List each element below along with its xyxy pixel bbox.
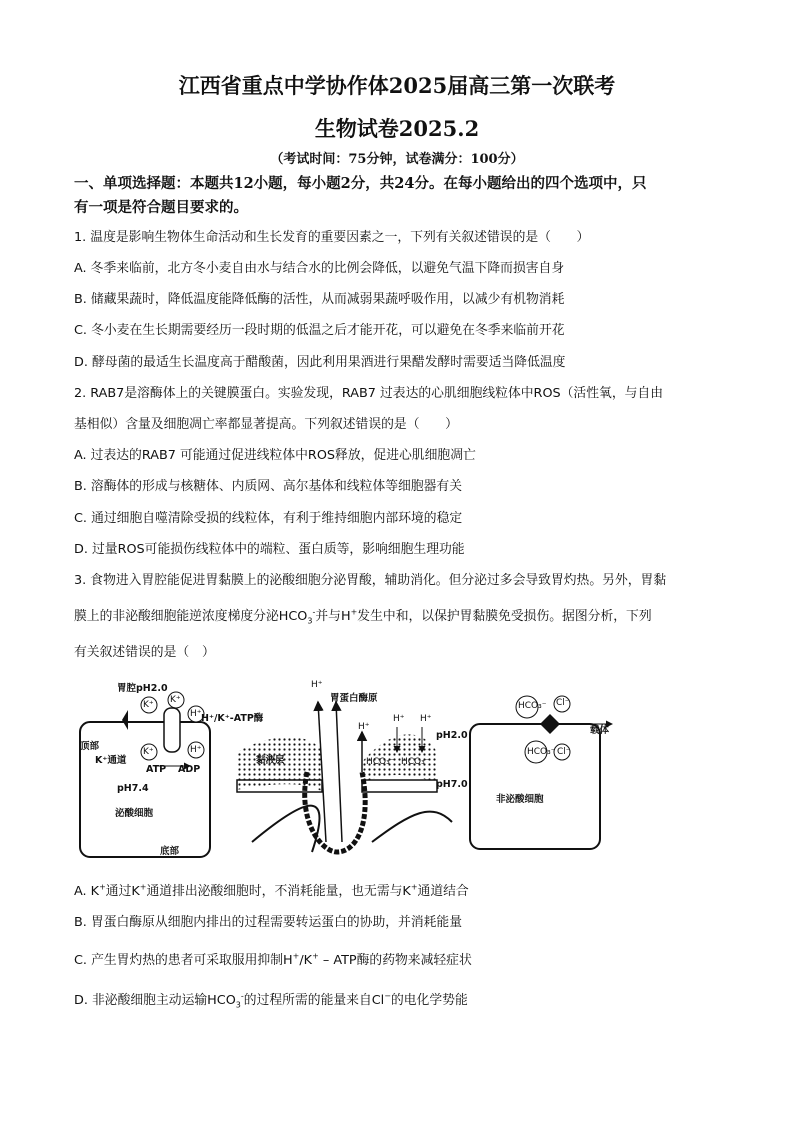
paper-subtitle: 生物试卷2025.2	[314, 116, 480, 141]
carrier-icon	[540, 714, 560, 734]
q3-a-part4: 通道结合	[417, 884, 469, 899]
q2-option-c: C. 通过细胞自噬清除受损的线粒体，有利于维持细胞内部环境的稳定	[74, 511, 463, 526]
q3-option-c: C. 产生胃灼热的患者可采取服用抑制H+/K+ – ATP酶的药物来减轻症状	[74, 951, 472, 968]
label-pump: H⁺/K⁺-ATP酶	[201, 713, 264, 724]
q1-option-d: D. 酵母菌的最适生长温度高于醋酸菌，因此利用果酒进行果醋发酵时需要适当降低温度	[74, 355, 566, 370]
k-channel-icon	[122, 710, 128, 730]
q3-stem2-part-c: 发生中和，以保护胃黏膜免受损伤。据图分析，下列	[357, 609, 652, 624]
label-carrier: 载体	[590, 725, 610, 736]
q3-a-part2: 通过K	[105, 884, 140, 899]
q3-stem-line1: 3. 食物进入胃腔能促进胃黏膜上的泌酸细胞分泌胃酸，辅助消化。但分泌过多会导致胃灼热。另外，胃黏	[74, 573, 667, 588]
q2-option-b: B. 溶酶体的形成与核糖体、内质网、高尔基体和线粒体等细胞器有关	[74, 479, 463, 494]
label-ph-bottom: pH7.0	[436, 779, 468, 790]
label-h-right-2: H⁺	[420, 714, 432, 724]
label-apical: 顶部	[80, 741, 100, 752]
q3-c-part1: C. 产生胃灼热的患者可采取服用抑制H	[74, 953, 293, 968]
label-cell-ph: pH7.4	[117, 783, 149, 794]
label-k-ion-3: K⁺	[143, 747, 154, 757]
q3-a-part1: A. K	[74, 884, 100, 899]
label-cl-2: Cl⁻	[557, 747, 571, 757]
label-h-top: H⁺	[311, 680, 323, 690]
q3-a-part3: 通道排出泌酸细胞时，不消耗能量，也无需与K	[146, 884, 411, 899]
label-mucus: 黏液层	[256, 755, 285, 766]
atp-pump-icon	[164, 708, 180, 752]
q3-c-part3: – ATP酶的药物来减轻症状	[318, 953, 472, 968]
label-basal: 底部	[160, 846, 180, 857]
epithelium-right	[362, 780, 437, 792]
q3-option-d: D. 非泌酸细胞主动运输$HCO_3^-$的过程所需的能量来自Cl−的电化学势能	[74, 991, 468, 1010]
q3-stem-line2: 膜上的非泌酸细胞能逆浓度梯度分泌$HCO_3^-$并与H+发生中和，以保护胃黏膜免受损伤。据图分析，下列	[74, 607, 652, 626]
label-k-ion-1: K⁺	[143, 700, 154, 710]
exam-info: （考试时间：75分钟，试卷满分：100分）	[270, 152, 524, 167]
q3-d-part1: D. 非泌酸细胞主动运输HCO	[74, 993, 236, 1008]
label-h-ion-2: H⁺	[190, 745, 202, 755]
q3-option-b: B. 胃蛋白酶原从细胞内排出的过程需要转运蛋白的协助，并消耗能量	[74, 915, 463, 930]
label-atp: ATP	[146, 764, 167, 775]
q3-d-part3: 的电化学势能	[390, 993, 468, 1008]
q3-c-part2: /K	[299, 953, 313, 968]
q1-option-c: C. 冬小麦在生长期需要经历一段时期的低温之后才能开花，可以避免在冬季来临前开花	[74, 323, 565, 338]
exam-title: 江西省重点中学协作体2025届高三第一次联考	[178, 73, 616, 98]
label-hco3-right-2: HCO₃⁻	[527, 747, 556, 757]
label-pepsinogen: 胃蛋白酶原	[330, 693, 378, 704]
section-heading-line1: 一、单项选择题：本题共12小题，每小题2分，共24分。在每小题给出的四个选项中，只	[74, 175, 647, 192]
label-k-channel: K⁺通道	[95, 755, 127, 766]
label-k-ion-2: K⁺	[170, 695, 181, 705]
q1-option-b: B. 储藏果蔬时，降低温度能降低酶的活性，从而减弱果蔬呼吸作用，以减少有机物消耗	[74, 292, 565, 307]
q2-option-d: D. 过量ROS可能损伤线粒体中的端粒、蛋白质等，影响细胞生理功能	[74, 542, 465, 557]
section-heading-line2: 有一项是符合题目要求的。	[74, 199, 248, 216]
q1-option-a: A. 冬季来临前，北方冬小麦自由水与结合水的比例会降低，以避免气温下降而损害自身	[74, 261, 565, 276]
label-h-right-1: H⁺	[393, 714, 405, 724]
label-h-ion-1: H⁺	[190, 709, 202, 719]
label-ph-top: pH2.0	[436, 730, 468, 741]
label-hco3-mid-1: HCO₃⁻	[366, 757, 395, 767]
q2-stem-line2: 基相似）含量及细胞凋亡率都显著提高。下列叙述错误的是（ ）	[74, 417, 458, 432]
label-non-acid-cell: 非泌酸细胞	[496, 794, 544, 805]
q3-d-part2: 的过程所需的能量来自Cl	[243, 993, 385, 1008]
q3-option-a: A. K+通过K+通道排出泌酸细胞时，不消耗能量，也无需与K+通道结合	[74, 882, 469, 899]
q2-stem-line1: 2. RAB7是溶酶体上的关键膜蛋白。实验发现，RAB7 过表达的心肌细胞线粒体中ROS（活性氧，与自由	[74, 386, 664, 401]
label-cl-1: Cl⁻	[556, 698, 570, 708]
q3-stem2-part-b: 并与H	[315, 609, 351, 624]
label-h-mid: H⁺	[358, 722, 370, 732]
label-adp: ADP	[178, 764, 201, 775]
label-acid-cell: 泌酸细胞	[115, 808, 154, 819]
label-lumen-ph: 胃腔pH2.0	[117, 683, 168, 694]
label-hco3-right-1: HCO₃⁻	[518, 701, 547, 711]
q2-option-a: A. 过表达的RAB7 可能通过促进线粒体中ROS释放，促进心肌细胞凋亡	[74, 448, 476, 463]
q1-stem: 1. 温度是影响生物体生命活动和生长发育的重要因素之一，下列有关叙述错误的是（ ）	[74, 230, 590, 245]
q3-stem-line3: 有关叙述错误的是（ ）	[74, 645, 215, 660]
q3-stem2-part-a: 膜上的非泌酸细胞能逆浓度梯度分泌HCO	[74, 609, 308, 624]
label-hco3-mid-2: HCO₃⁻	[401, 757, 430, 767]
